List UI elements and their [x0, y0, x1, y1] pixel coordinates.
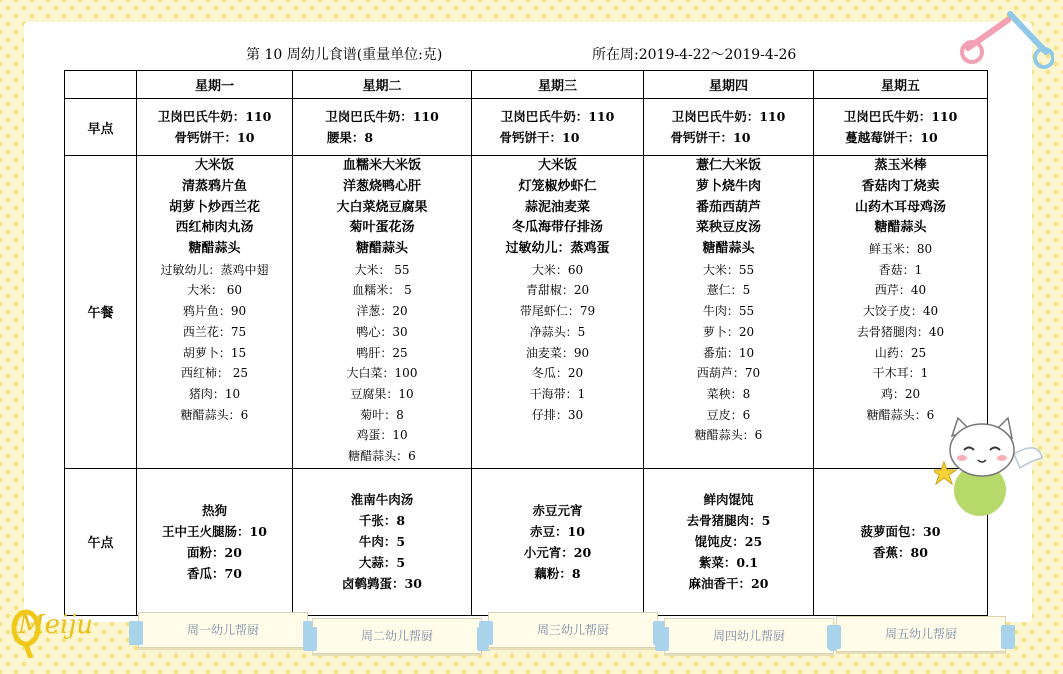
ingredient-line: 鲜玉米：80 [868, 242, 933, 257]
logo-text: Meiju [18, 610, 94, 640]
dish-name: 糖醋蒜头 [355, 241, 408, 257]
snack-line: 馄饨皮：25 [694, 534, 763, 550]
menu-line: 卫岗巴氏牛奶：110 [843, 109, 958, 125]
day-header: 星期五 [814, 71, 988, 99]
ingredient-line: 大米：55 [702, 262, 755, 277]
ingredient-line: 血糯米： 5 [352, 283, 412, 298]
dish-name: 菊叶蛋花汤 [349, 220, 415, 236]
breakfast-row [65, 99, 988, 156]
ingredient-line: 山药：25 [874, 345, 927, 360]
menu-line: 腰果：8 [326, 130, 374, 146]
day-header: 星期四 [644, 71, 814, 99]
dish-name: 过敏幼儿：蒸鸡蛋 [505, 241, 610, 257]
lunch-row [65, 156, 988, 468]
day-header: 星期三 [472, 71, 644, 99]
snack-cell [137, 468, 293, 615]
snack-line: 赤豆元宵 [532, 502, 583, 518]
menu-line: 骨钙饼干：10 [174, 130, 255, 146]
snack-line: 香瓜：70 [187, 565, 242, 581]
menu-line: 卫岗巴氏牛奶：110 [325, 109, 439, 125]
snack-line: 大蒜：5 [358, 555, 406, 571]
snack-line: 藕粉：8 [534, 565, 581, 581]
menu-line: 卫岗巴氏牛奶：110 [671, 109, 786, 125]
page-title: 第 10 周幼儿食谱(重量单位:克) [246, 47, 443, 63]
header [0, 44, 1063, 66]
snack-line: 王中王火腿肠：10 [162, 523, 267, 539]
day-header-row [65, 71, 988, 99]
dish-name: 薏仁大米饭 [695, 158, 761, 174]
breakfast-cell [137, 99, 293, 156]
snack-line: 鲜肉馄饨 [703, 492, 754, 508]
snack-line: 热狗 [201, 502, 227, 518]
dish-name: 菜秧豆皮汤 [695, 220, 761, 236]
ingredient-line: 洋葱：20 [356, 304, 408, 319]
dish-name: 胡萝卜炒西兰花 [168, 199, 260, 215]
snack-line: 菠萝面包：30 [860, 523, 941, 539]
menu-line: 骨钙饼干：10 [670, 130, 751, 146]
snack-line: 香蕉：80 [873, 544, 928, 560]
ingredient-line: 大米：60 [531, 262, 584, 277]
menu-line: 卫岗巴氏牛奶：110 [500, 109, 615, 125]
ingredient-line: 西红柿： 25 [180, 366, 249, 381]
ingredient-line: 大米： 55 [354, 262, 410, 277]
snack-line: 紫菜：0.1 [698, 555, 759, 571]
ingredient-line: 香菇：1 [878, 262, 923, 277]
ingredient-line: 油麦菜：90 [525, 345, 590, 360]
breakfast-cell [293, 99, 472, 156]
ingredient-line: 鸭肝：25 [356, 345, 408, 360]
ingredient-line: 过敏幼儿：蒸鸡中翅 [160, 262, 269, 277]
ingredient-line: 菊叶：8 [360, 407, 404, 422]
menu-line: 卫岗巴氏牛奶：110 [157, 109, 272, 125]
row-label-snack: 午点 [65, 468, 137, 615]
ribbon-label: 周一幼儿帮厨 [138, 612, 308, 648]
snack-line: 淮南牛肉汤 [350, 492, 414, 508]
ingredient-line: 糖醋蒜头：6 [348, 449, 416, 464]
snack-line: 卤鹌鹑蛋：30 [342, 576, 422, 592]
ingredient-line: 冬瓜：20 [531, 366, 584, 381]
dish-name: 香菇肉丁烧卖 [861, 178, 940, 194]
dish-name: 山药木耳母鸡汤 [854, 199, 946, 215]
ingredient-line: 鸡蛋：10 [356, 428, 408, 443]
ingredient-line: 西葫芦：70 [696, 366, 761, 381]
cat-mascot-icon [934, 414, 1044, 524]
day-header: 星期二 [293, 71, 472, 99]
ingredient-line: 仔排：30 [531, 407, 584, 422]
dish-name: 冬瓜海带仔排汤 [511, 220, 603, 236]
ingredient-line: 糖醋蒜头：6 [866, 407, 935, 422]
ingredient-line: 番茄：10 [702, 345, 755, 360]
ingredient-line: 豆腐果：10 [350, 386, 414, 401]
ingredient-line: 鸦片鱼：90 [182, 304, 247, 319]
snack-line: 千张：8 [358, 513, 406, 529]
ingredient-line: 大白菜：100 [346, 366, 418, 381]
ingredient-line: 牛肉：55 [702, 304, 755, 319]
snack-line: 赤豆：10 [530, 523, 585, 539]
menu-line: 蔓越莓饼干：10 [845, 130, 938, 146]
breakfast-cell [644, 99, 814, 156]
snack-cell [644, 468, 814, 615]
row-label-lunch: 午餐 [65, 156, 137, 468]
ingredient-line: 胡萝卜：15 [182, 345, 247, 360]
ingredient-line: 薏仁：5 [706, 283, 751, 298]
ingredient-line: 猪肉：10 [188, 386, 241, 401]
menu-line: 骨钙饼干：10 [499, 130, 580, 146]
ingredient-line: 去骨猪腿肉：40 [856, 324, 945, 339]
ribbon-label: 周三幼儿帮厨 [488, 612, 658, 648]
snack-line: 小元宵：20 [523, 544, 592, 560]
ingredient-line: 带尾虾仁：79 [519, 304, 596, 319]
dish-name: 西红柿肉丸汤 [175, 220, 254, 236]
ingredient-line: 干海带：1 [529, 386, 586, 401]
ingredient-line: 糖醋蒜头：6 [180, 407, 249, 422]
ribbon-label: 周四幼儿帮厨 [664, 618, 834, 654]
dish-name: 清蒸鸦片鱼 [181, 178, 247, 194]
breakfast-cell [472, 99, 644, 156]
dish-name: 糖醋蒜头 [874, 220, 927, 236]
week-range: 所在周:2019-4-22～2019-4-26 [592, 47, 797, 63]
dish-name: 大米饭 [194, 158, 234, 174]
dish-name: 灯笼椒炒虾仁 [518, 178, 597, 194]
dish-name: 血糯米大米饭 [342, 158, 421, 174]
ingredient-line: 菜秧：8 [706, 386, 751, 401]
breakfast-cell [814, 99, 988, 156]
safety-pin-icon [958, 8, 1054, 72]
ingredient-line: 西兰花：75 [182, 324, 247, 339]
snack-cell [472, 468, 644, 615]
ingredient-line: 大饺子皮：40 [862, 304, 939, 319]
ingredient-line: 净蒜头：5 [529, 324, 586, 339]
lunch-cell [293, 156, 472, 468]
dish-name: 蒜泥油麦菜 [524, 199, 590, 215]
dish-name: 大米饭 [537, 158, 577, 174]
ingredient-line: 萝卜：20 [702, 324, 755, 339]
dish-name: 蒸玉米棒 [874, 158, 927, 174]
ribbon-label: 周五幼儿帮厨 [836, 616, 1006, 652]
lunch-cell [137, 156, 293, 468]
snack-line: 牛肉：5 [358, 534, 406, 550]
dish-name: 糖醋蒜头 [702, 241, 755, 257]
ingredient-line: 干木耳：1 [872, 366, 929, 381]
menu-table [64, 70, 988, 616]
lunch-cell [644, 156, 814, 468]
ingredient-line: 豆皮：6 [706, 407, 751, 422]
ingredient-line: 鸭心：30 [356, 324, 408, 339]
dish-name: 大白菜烧豆腐果 [336, 199, 428, 215]
snack-line: 面粉：20 [187, 544, 242, 560]
helper-ribbons [120, 612, 1000, 672]
dish-name: 洋葱烧鸭心肝 [342, 178, 421, 194]
lunch-cell [472, 156, 644, 468]
row-label-breakfast: 早点 [65, 99, 137, 156]
snack-line: 去骨猪腿肉：5 [686, 513, 771, 529]
dish-name: 番茄西葫芦 [695, 199, 761, 215]
snack-cell [293, 468, 472, 615]
corner-cell [65, 71, 137, 99]
day-header: 星期一 [137, 71, 293, 99]
ingredient-line: 鸡：20 [880, 386, 921, 401]
dish-name: 糖醋蒜头 [188, 241, 241, 257]
ingredient-line: 糖醋蒜头：6 [694, 428, 763, 443]
dish-name: 萝卜烧牛肉 [695, 178, 761, 194]
ingredient-line: 大米： 60 [186, 283, 243, 298]
snack-row [65, 468, 988, 615]
snack-line: 麻油香干：20 [688, 576, 769, 592]
ribbon-label: 周二幼儿帮厨 [312, 618, 482, 654]
yellow-pin-icon [8, 608, 48, 658]
ingredient-line: 西芹：40 [874, 283, 927, 298]
ingredient-line: 青甜椒：20 [525, 283, 590, 298]
